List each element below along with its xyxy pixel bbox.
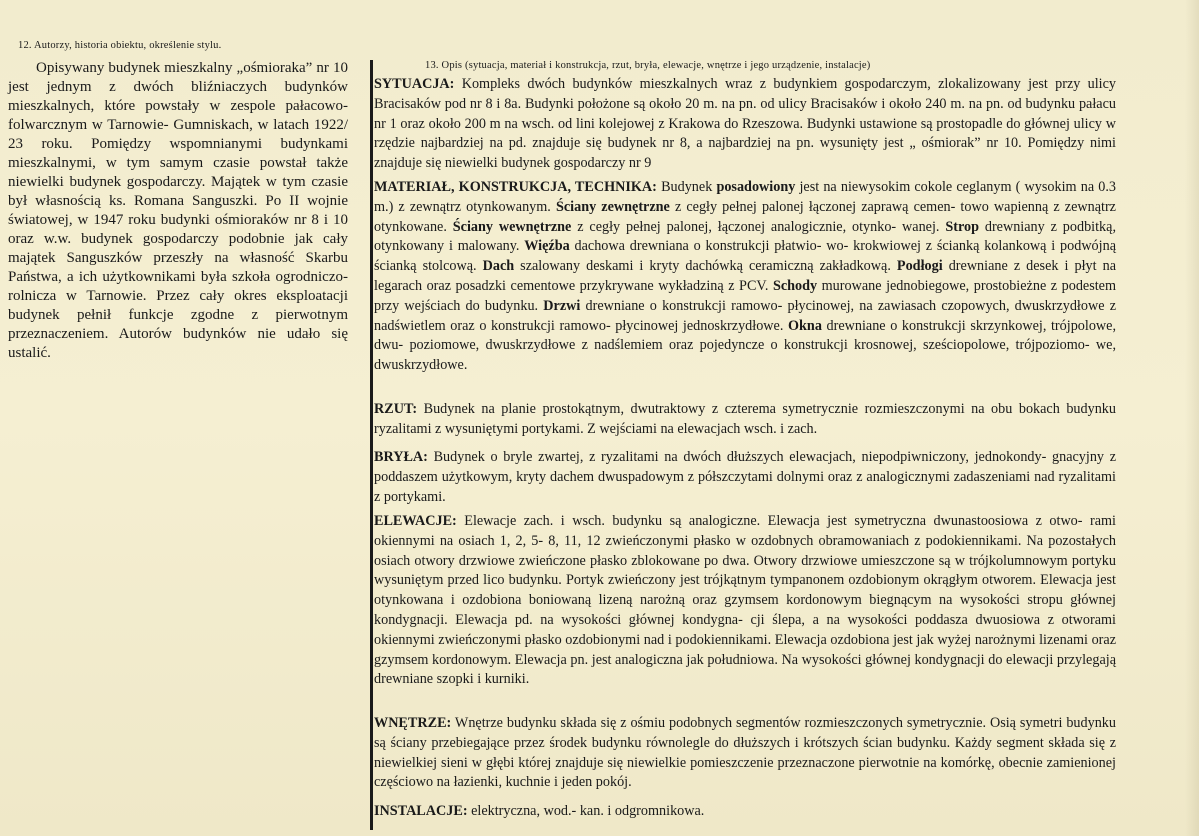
- text-part: drewniane z desek i płyt na legarach oraz posadzki cementowe przykrywane wykładziną z PCV.: [374, 258, 1116, 294]
- keyword: Podłogi: [896, 258, 943, 275]
- history-text: [4, 59, 350, 363]
- section-text: Budynek na planie prostokątnym, dwutraktowy z czterema symetrycznie rozmieszczonymi na obu bokach budynku ryzalitami z wysuniętymi portykami. Z wejściami na elewacjach wsch. i zach.: [374, 401, 1116, 437]
- section-title: WNĘTRZE:: [374, 715, 452, 731]
- section-text: elektryczna, wod.- kan. i odgromnikowa.: [471, 803, 705, 819]
- section-text: Wnętrze budynku składa się z ośmiu podobnych segmentów rozmieszczonych symetrycznie. Osią symetri budynku są ściany przebiegające przez środek budynku równolegle do dłuższych i krótszych ścian budynku. Każdy segment składa się z niewielkiej sieni w głębi której znajduje się niewielkie pomieszczenie przeznaczone pierwotnie na komórkę, obecnie zamienionej częściowo na łazienki, kuchnie i jeden pokój.: [374, 715, 1116, 791]
- text-part: drewniany z podbitką, otynkowany i malowany.: [374, 218, 1116, 255]
- section-wnetrze: [372, 714, 1116, 793]
- page-edge: [1185, 0, 1199, 836]
- section-text: Kompleks dwóch budynków mieszkalnych wraz z budynkiem gospodarczym, zlokalizowany jest przy ulicy Bracisaków pod nr 8 i 8a. Budynki położone są około 20 m. na pn. od ulicy Bracisaków i około 240 m. na pn. od budynku pałacu nr 1 oraz około 200 m na wsch. od lini kolejowej z Krakowa do Rzeszowa. Budynki ustawione są prostopadle do głównej ulicy w rzędzie najbardziej na pd. znajduje się budynek nr 8, a najbardziej na pn. wysunięty jest „ ośmiorak” nr 10. Pomiędzy nimi znajduje się niewielki budynek gospodarczy nr 9: [374, 76, 1116, 172]
- text-part: z cegły pełnej palonej łączonej zaprawą cemen- towo wapienną z zewnątrz otynkowane.: [374, 198, 1116, 235]
- section-elewacje: [372, 512, 1116, 690]
- section-rzut: [372, 400, 1116, 440]
- section-bryla: [372, 448, 1116, 507]
- section-title: SYTUACJA:: [374, 76, 455, 92]
- keyword: posadowiony: [716, 179, 796, 195]
- text-part: jest na niewysokim cokole ceglanym ( wysokim na 0.3 m.) z zewnątrz otynkowanym.: [374, 179, 1117, 215]
- keyword: Dach: [482, 258, 515, 275]
- text-part: Budynek: [661, 179, 717, 195]
- history-paragraph: Opisywany budynek mieszkalny „ośmioraka” nr 10 jest jednym z dwóch bliźniaczych budynków mieszkalnych, które powstały w zespole pałacowo- folwarcznym w Tarnowie- Gumniskach, w latach 1922/ 23 roku. Pomiędzy wspomnianymi budynkami mieszkalnymi, w tym samym czasie powstał także niewielki budynek gospodarczy. Majątek w tym czasie był własnością ks. Romana Sanguszki. Po II wojnie światowej, w 1947 roku budynki ośmioraków nr 8 i 10 oraz w.w. budynek gospodarczy podobnie jak cały majątek Sanguszków przeszły na własność Skarbu Państwa, a ich użytkownikami była szkoła ogrodniczo- rolnicza w Tarnowie. Przez cały okres eksploatacji budynek pełnił funkcje zgodne z pierwotnym przeznaczeniem. Autorów budynków nie udało się ustalić.: [8, 60, 348, 361]
- keyword: Drzwi: [543, 297, 581, 314]
- text-part: drewniane o konstrukcji ramowo- płycinowej, na zawiasach czopowych, dwuskrzydłowe z nadświetlem oraz o konstrukcji ramowo- płycinowej jednoskrzydłowe.: [374, 297, 1116, 334]
- keyword: Schody: [772, 277, 818, 294]
- keyword: Okna: [788, 317, 822, 334]
- section-title: MATERIAŁ, KONSTRUKCJA, TECHNIKA:: [374, 179, 657, 195]
- section-text: Elewacje zach. i wsch. budynku są analogiczne. Elewacja jest symetryczna dwunastoosiowa z otwo- rami okiennymi na osiach 1, 2, 5- 8, 11, 12 zwieńczonymi płasko w ozdobnych obramowaniach z podokiennikami. Na pozostałych osiach otwory drzwiowe zwieńczone płasko zblokowane po dwa. Otwory drzwiowe umieszczone są w trójkolumnowym portyku wysuniętym przed lico budynku. Portyk zwieńczony jest trójkątnym tympanonem ozdobionym okrągłym otworem. Elewacja jest otynkowana i ozdobiona boniowaną lizeną narożną oraz gzymsem kordonowym biegnącym na wysokości stropu głównej kondygnacji. Elewacja pd. na wysokości głównej kondygna- cji ślepa, a na wysokości poddasza dwuosiowa z otworami okiennymi zwieńczonymi płasko ozdobionymi nad i podokiennikami. Elewacja ozdobiona jest jak wyżej narożnymi lizenami oraz gzymsem kordonowym. Elewacja pn. jest analogiczna jak południowa. Na wysokości głównej kondygnacji do elewacji przylegają drewniane szopki i kurniki.: [374, 513, 1116, 688]
- section-text: Budynek o bryle zwartej, z ryzalitami na dwóch dłuższych elewacjach, niepodpiwniczony, jednokondy- gnacyjny z poddaszem użytkowym, kryty dachem dwuspadowym z półszczytami dolnymi oraz z analogicznymi zadaszeniami nad ryzalitami z portykami.: [374, 449, 1116, 505]
- text-part: murowane jednobiegowe, prostobieżne z podestem przy wejściach do budynku.: [374, 277, 1116, 314]
- section-instalacje: [372, 802, 704, 822]
- section-12-header: 12. Autorzy, historia obiektu, określenie stylu.: [18, 40, 222, 51]
- section-title: BRYŁA:: [374, 449, 428, 465]
- keyword: Strop: [945, 218, 979, 235]
- keyword: Ściany wewnętrzne: [452, 218, 572, 235]
- text-part: drewniane o konstrukcji skrzynkowej, trójpolowe, dwu- poziomowe, dwuskrzydłowe z nadślemiem oraz pojedyncze o konstrukcji krosnowej, sześciopolowe, trójpoziomo- we, dwuskrzydłowe.: [374, 317, 1117, 374]
- section-sytuacja: [372, 75, 1116, 174]
- keyword: Więźba: [524, 238, 570, 255]
- section-13-header: 13. Opis (sytuacja, materiał i konstrukcja, rzut, bryła, elewacje, wnętrze i jego urządzenie, instalacje): [425, 60, 871, 71]
- section-material: [372, 178, 1116, 376]
- section-title: RZUT:: [374, 401, 418, 417]
- section-title: INSTALACJE:: [374, 803, 468, 819]
- section-title: ELEWACJE:: [374, 513, 457, 529]
- text-part: dachowa drewniana o konstrukcji płatwio- wo- krokwiowej z ścianką kolankową i podwójną ścianką stolcową.: [374, 238, 1116, 275]
- text-part: szalowany deskami i kryty dachówką ceramiczną zakładkową.: [514, 258, 897, 275]
- text-part: z cegły pełnej palonej, łączonej analogicznie, otynko- wanej.: [571, 218, 946, 235]
- left-column: [4, 40, 350, 363]
- keyword: Ściany zewnętrzne: [555, 198, 670, 215]
